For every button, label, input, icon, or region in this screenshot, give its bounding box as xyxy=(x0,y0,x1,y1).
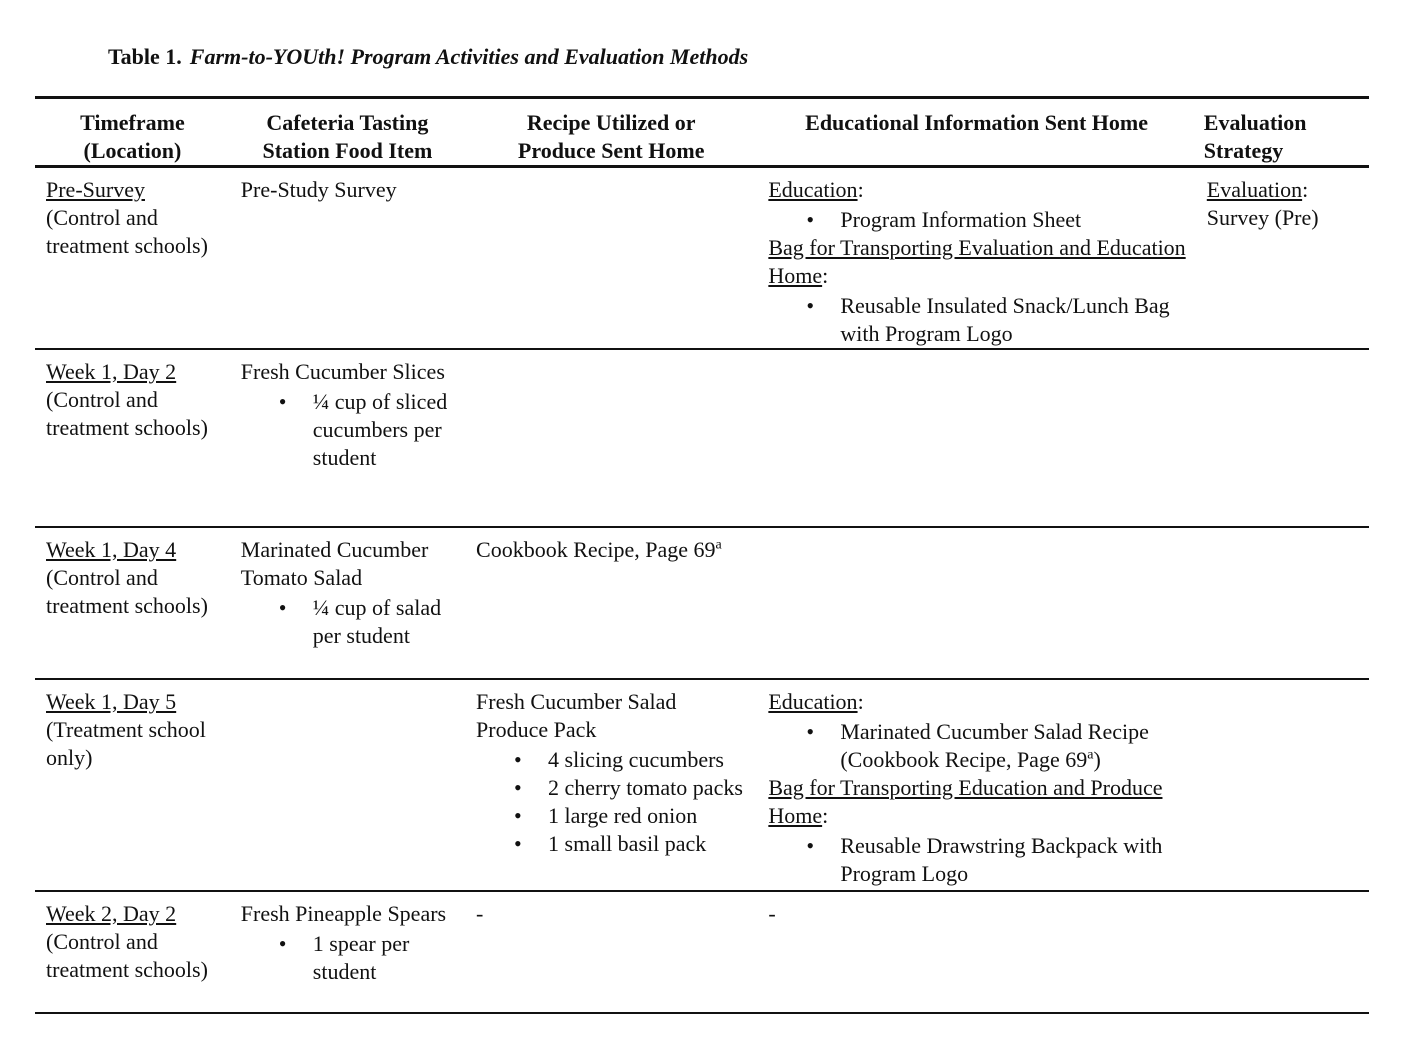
table-row xyxy=(35,349,1369,527)
timeframe-label: Week 2, Day 2 xyxy=(46,901,177,926)
food-list xyxy=(241,930,459,986)
table-row xyxy=(35,527,1369,679)
header-education: Educational Information Sent Home xyxy=(805,110,1148,135)
education-heading: Education xyxy=(768,177,858,202)
location-text: (Control and treatment schools) xyxy=(46,929,208,982)
header-recipe: Recipe Utilized or Produce Sent Home xyxy=(517,110,705,163)
footnote-marker: a xyxy=(715,537,722,553)
program-activities-table xyxy=(35,96,1369,1014)
location-text: (Control and treatment schools) xyxy=(46,387,208,440)
education-list xyxy=(768,206,1189,234)
list-item: • ¼ cup of sliced cucumbers per student xyxy=(313,388,459,472)
cell-food xyxy=(230,891,465,1013)
cell-recipe xyxy=(465,349,757,527)
table-row xyxy=(35,679,1369,891)
cell-timeframe xyxy=(35,891,230,1013)
evaluation-heading: Evaluation xyxy=(1206,177,1303,202)
timeframe-label: Week 1, Day 4 xyxy=(46,537,177,562)
cell-recipe xyxy=(465,527,757,679)
caption-label: Table 1. xyxy=(108,44,182,69)
food-text: Fresh Pineapple Spears xyxy=(240,901,447,926)
recipe-text: Cookbook Recipe, Page 69 xyxy=(476,537,716,562)
timeframe-label: Week 1, Day 2 xyxy=(46,359,177,384)
cell-timeframe xyxy=(35,679,230,891)
cell-education xyxy=(757,891,1195,1013)
list-item: • 1 spear per student xyxy=(313,930,459,986)
cell-recipe xyxy=(465,167,757,350)
cell-evaluation xyxy=(1196,527,1369,679)
recipe-text: Fresh Cucumber Salad Produce Pack xyxy=(476,689,677,742)
table-caption xyxy=(108,44,748,70)
list-item: • 1 large red onion xyxy=(548,802,751,830)
cell-education xyxy=(757,349,1195,527)
cell-education xyxy=(757,527,1195,679)
cell-timeframe xyxy=(35,527,230,679)
recipe-list xyxy=(476,746,751,858)
food-text: Fresh Cucumber Slices xyxy=(240,359,445,384)
cell-evaluation xyxy=(1196,679,1369,891)
recipe-text: - xyxy=(476,901,484,926)
bag-heading: Bag for Transporting Education and Produce Home xyxy=(768,775,1163,828)
food-text: Marinated Cucumber Tomato Salad xyxy=(240,537,429,590)
cell-education: Education: • Program Information Sheet Bag for Transporting Evaluation and Education Home: • Reusable Insulated Snack/Lunch Bag with Program Logo xyxy=(757,167,1195,350)
header-cafeteria: Cafeteria Tasting Station Food Item xyxy=(262,110,433,163)
timeframe-label: Week 1, Day 5 xyxy=(46,689,177,714)
cell-recipe xyxy=(465,679,757,891)
cell-food xyxy=(230,679,465,891)
cell-education: Education: • Marinated Cucumber Salad Recipe (Cookbook Recipe, Page 69$^a$) Bag for Transporting Education and Produce Home: • Reusable Drawstring Backpack with Program Logo xyxy=(757,679,1195,891)
education-text: - xyxy=(768,901,776,926)
list-item: • 4 slicing cucumbers xyxy=(548,746,751,774)
list-item: • Reusable Insulated Snack/Lunch Bag with Program Logo xyxy=(840,292,1189,348)
list-item: • Reusable Drawstring Backpack with Program Logo xyxy=(840,832,1189,888)
cell-recipe xyxy=(465,891,757,1013)
cell-evaluation xyxy=(1196,891,1369,1013)
food-list xyxy=(241,388,459,472)
cell-timeframe xyxy=(35,349,230,527)
location-text: (Treatment school only) xyxy=(46,717,206,770)
evaluation-text: Survey (Pre) xyxy=(1206,205,1319,230)
cell-food xyxy=(230,167,465,350)
header-timeframe: Timeframe (Location) xyxy=(80,110,185,163)
cell-food xyxy=(230,527,465,679)
bag-heading: Bag for Transporting Evaluation and Education Home xyxy=(768,235,1186,288)
bag-list xyxy=(768,292,1189,348)
education-heading: Education xyxy=(768,689,858,714)
timeframe-label: Pre-Survey xyxy=(46,177,145,202)
location-text: (Control and treatment schools) xyxy=(46,565,208,618)
food-list xyxy=(241,594,459,650)
caption-title: Farm-to-YOUth! Program Activities and Evaluation Methods xyxy=(189,44,749,69)
list-item: • Marinated Cucumber Salad Recipe (Cookbook Recipe, Page 69$^a$) xyxy=(840,718,1189,774)
food-text: Pre-Study Survey xyxy=(240,177,397,202)
footnote-marker: a xyxy=(1087,747,1094,763)
list-item: • ¼ cup of salad per student xyxy=(313,594,459,650)
location-text: (Control and treatment schools) xyxy=(46,205,208,258)
cell-food xyxy=(230,349,465,527)
list-item: • 1 small basil pack xyxy=(548,830,751,858)
table-row xyxy=(35,891,1369,1013)
list-item: • 2 cherry tomato packs xyxy=(548,774,751,802)
header-evaluation: Evaluation Strategy xyxy=(1203,110,1307,163)
cell-evaluation: Evaluation: Survey (Pre) xyxy=(1206,177,1319,230)
bag-list xyxy=(768,832,1189,888)
education-list xyxy=(768,718,1189,774)
cell-timeframe xyxy=(35,167,230,350)
cell-evaluation xyxy=(1196,349,1369,527)
header-row xyxy=(35,98,1369,167)
table-row xyxy=(35,167,1369,350)
list-item: • Program Information Sheet xyxy=(840,206,1189,234)
